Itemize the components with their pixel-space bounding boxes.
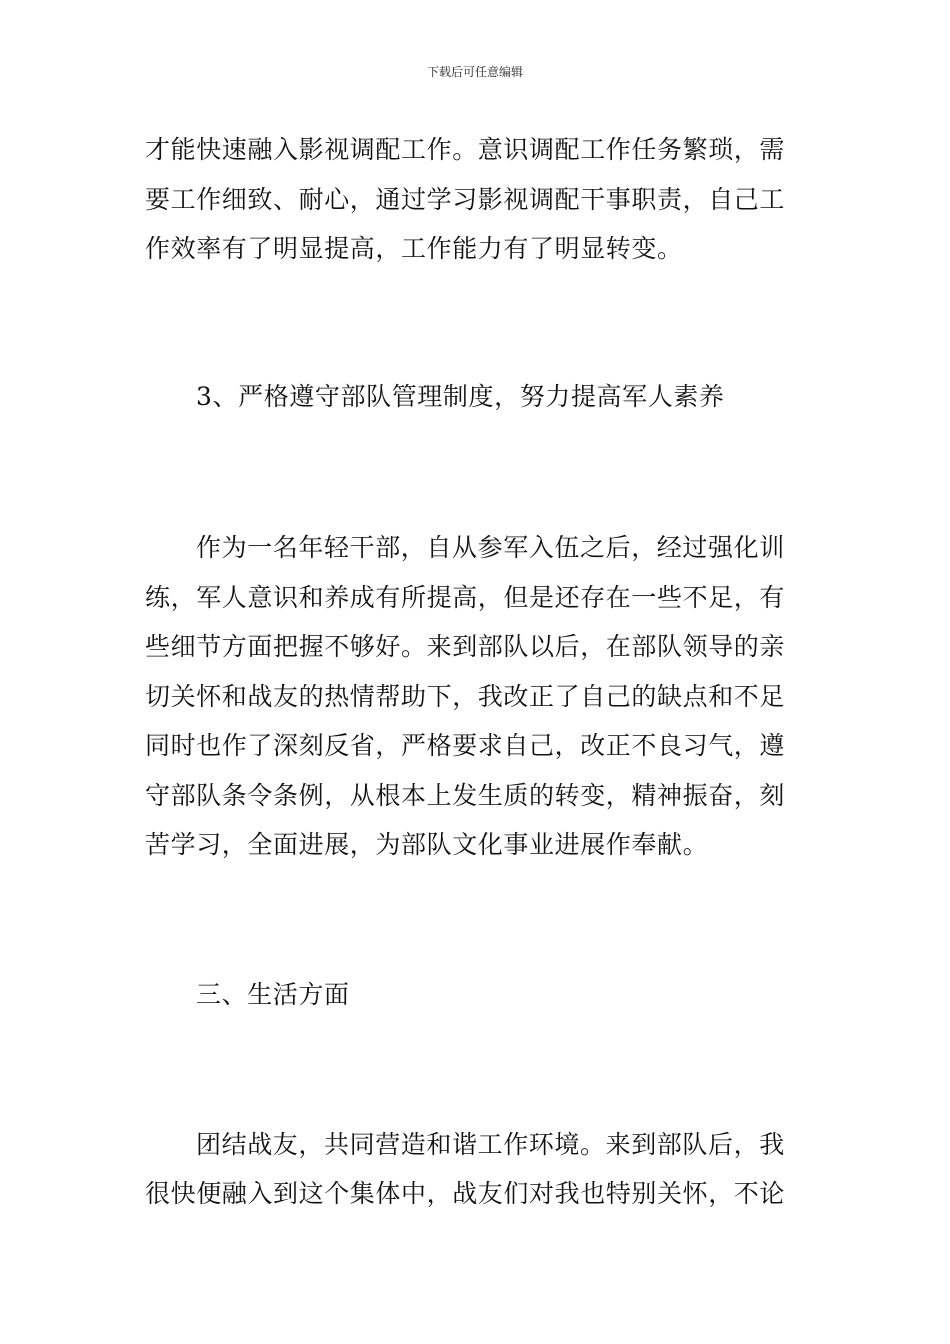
page-header: 下载后可任意编辑: [426, 65, 523, 79]
paragraph-1-line-1: 才能快速融入影视调配工作。意识调配工作任务繁琐，需: [145, 135, 786, 164]
paragraph-2-line-2: 练，军人意识和养成有所提高，但是还存在一些不足，有: [145, 583, 786, 612]
paragraph-3-line-2: 很快便融入到这个集体中，战友们对我也特别关怀，不论: [145, 1179, 786, 1208]
paragraph-2-line-5: 同时也作了深刻反省，严格要求自己，改正不良习气，遵: [145, 731, 786, 760]
paragraph-2-line-6: 守部队条令条例，从根本上发生质的转变，精神振奋，刻: [145, 781, 786, 810]
paragraph-2-line-1: 作为一名年轻干部，自从参军入伍之后，经过强化训: [196, 533, 785, 562]
paragraph-2-line-4: 切关怀和战友的热情帮助下，我改正了自己的缺点和不足: [145, 682, 786, 711]
paragraph-2-line-7: 苦学习，全面进展，为部队文化事业进展作奉献。: [145, 830, 709, 859]
subsection-heading: 3、严格遵守部队管理制度，努力提高军人素养: [196, 382, 725, 411]
paragraph-3-line-1: 团结战友，共同营造和谐工作环境。来到部队后，我: [196, 1130, 785, 1159]
paragraph-1-line-3: 作效率有了明显提高，工作能力有了明显转变。: [145, 234, 683, 263]
paragraph-1-line-2: 要工作细致、耐心，通过学习影视调配干事职责，自己工: [145, 185, 786, 214]
paragraph-2-line-3: 些细节方面把握不够好。来到部队以后，在部队领导的亲: [145, 632, 786, 661]
section-heading: 三、生活方面: [196, 980, 350, 1009]
